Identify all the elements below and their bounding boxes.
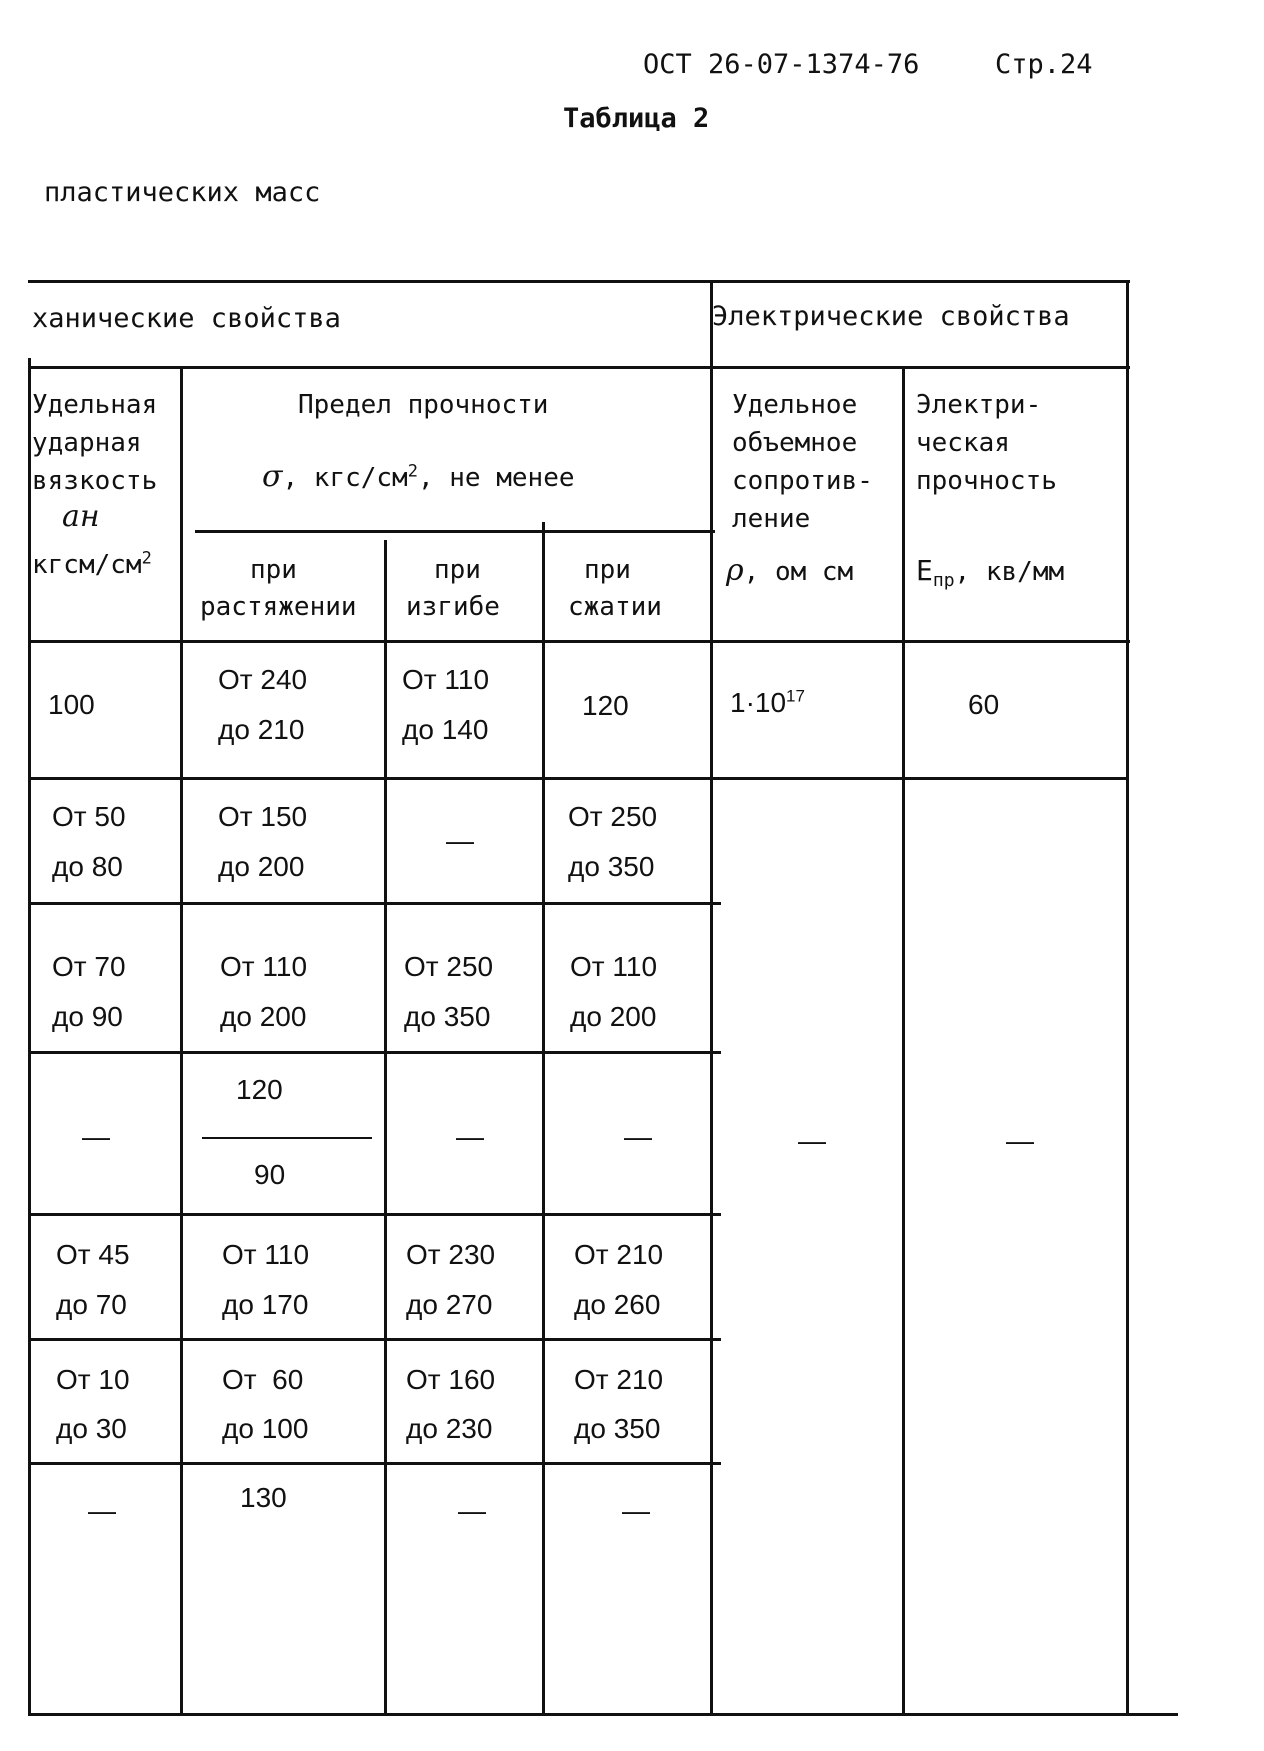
row5-compression-to: до 260 [574, 1289, 661, 1320]
row6-tension-from: От 60 [222, 1364, 304, 1395]
rho-symbol: ρ [726, 553, 744, 588]
row1-compression: 120 [582, 690, 629, 721]
row4-bending: — [456, 1121, 484, 1152]
impact-unit-exponent: 2 [141, 548, 152, 569]
row3-impact-from: От 70 [52, 951, 126, 982]
row-divider-3 [28, 1051, 721, 1054]
row2-tension-to: до 200 [218, 851, 305, 882]
tension-header-line1: при [250, 555, 297, 585]
impact-unit-text: кгсм/см [32, 550, 142, 580]
row2-bending: — [446, 825, 474, 856]
row1-resistivity-base: 1·10 [730, 687, 787, 718]
row2-compression-from: От 250 [568, 801, 658, 832]
strength-header-title: Предел прочности [298, 390, 549, 420]
header-bottom-border [28, 640, 1130, 643]
row7-compression: — [622, 1495, 650, 1526]
row3-impact-to: до 90 [52, 1001, 123, 1032]
row-divider-2 [28, 902, 721, 905]
row1-tension-from: От 240 [218, 664, 308, 695]
row3-tension-from: От 110 [220, 951, 308, 982]
row1-dielectric: 60 [968, 689, 1000, 720]
row4-dielectric: — [1006, 1125, 1034, 1156]
row6-compression-from: От 210 [574, 1364, 664, 1395]
row5-bending-to: до 270 [406, 1289, 493, 1320]
row2-compression-to: до 350 [568, 851, 655, 882]
strength-header-unit [262, 459, 575, 494]
document-code: ОСТ 26-07-1374-76 [643, 49, 920, 80]
row5-bending-from: От 230 [406, 1239, 496, 1270]
impact-symbol: aн [62, 499, 100, 534]
row4-tension-denominator: 90 [254, 1159, 286, 1190]
resistivity-column-border [902, 366, 905, 1716]
bending-column-border [542, 522, 545, 1716]
impact-header-line2: ударная [32, 428, 142, 458]
dielectric-subscript: пр [932, 570, 955, 592]
dielectric-header-line2: ческая [916, 428, 1010, 458]
row4-impact: — [82, 1121, 110, 1152]
row5-impact-to: до 70 [56, 1289, 127, 1320]
resistivity-header-line3: сопротив- [732, 466, 873, 496]
group-header-divider [28, 366, 1130, 369]
row7-bending: — [458, 1495, 486, 1526]
dielectric-header-unit [916, 554, 1065, 592]
row3-bending-from: От 250 [404, 951, 494, 982]
dielectric-header-line3: прочность [916, 466, 1057, 496]
row6-bending-to: до 230 [406, 1413, 493, 1444]
table-caption: пластических масс [44, 177, 321, 208]
row4-compression: — [624, 1121, 652, 1152]
tension-header-line2: растяжении [200, 592, 357, 622]
table-right-border [1126, 282, 1129, 1716]
impact-column-border [180, 366, 183, 1716]
table-left-border [28, 358, 31, 1716]
mechanical-group-header: ханические свойства [32, 303, 341, 334]
compression-header-line2: сжатии [568, 592, 662, 622]
table-bottom-border [28, 1713, 1178, 1716]
row2-impact-from: От 50 [52, 801, 126, 832]
tension-column-border [384, 540, 387, 1716]
row7-tension: 130 [240, 1482, 287, 1513]
strength-unit-text: , кгс/см [282, 463, 408, 493]
row3-compression-from: От 110 [570, 951, 658, 982]
page-number: Стр.24 [995, 49, 1093, 80]
row1-bending-to: до 140 [402, 714, 489, 745]
impact-header-line3: вязкость [32, 466, 158, 496]
row1-resistivity-exponent: 17 [786, 686, 805, 706]
row4-resistivity: — [798, 1125, 826, 1156]
strength-unit-tail: , не менее [417, 463, 575, 493]
bending-header-line2: изгибе [406, 592, 500, 622]
row-divider-6 [28, 1462, 721, 1465]
dielectric-symbol: E [916, 554, 933, 587]
row6-tension-to: до 100 [222, 1413, 309, 1444]
row1-tension-to: до 210 [218, 714, 305, 745]
resistivity-header-line2: объемное [732, 428, 858, 458]
row1-impact: 100 [48, 689, 95, 720]
row-divider-4 [28, 1213, 721, 1216]
row3-tension-to: до 200 [220, 1001, 307, 1032]
row5-tension-from: От 110 [222, 1239, 310, 1270]
row3-bending-to: до 350 [404, 1001, 491, 1032]
dielectric-unit-text: , кв/мм [954, 557, 1065, 587]
row4-tension-fraction-bar [202, 1137, 372, 1139]
bending-header-line1: при [434, 555, 481, 585]
table-top-border [28, 280, 1130, 283]
strength-unit-exponent: 2 [407, 461, 418, 482]
row2-tension-from: От 150 [218, 801, 308, 832]
mechanical-electrical-border [710, 282, 713, 1716]
row6-bending-from: От 160 [406, 1364, 496, 1395]
resistivity-header-unit [726, 553, 854, 588]
dielectric-header-line1: Электри- [916, 390, 1042, 420]
impact-header-line1: Удельная [32, 390, 158, 420]
strength-subheader-divider [195, 530, 715, 533]
row2-impact-to: до 80 [52, 851, 123, 882]
resistivity-unit-text: , ом см [743, 557, 854, 587]
sigma-symbol: σ [262, 459, 283, 494]
row6-compression-to: до 350 [574, 1413, 661, 1444]
row6-impact-from: От 10 [56, 1364, 130, 1395]
row3-compression-to: до 200 [570, 1001, 657, 1032]
row6-impact-to: до 30 [56, 1413, 127, 1444]
impact-unit [32, 550, 152, 580]
row1-resistivity [730, 688, 805, 718]
table-title: Таблица 2 [563, 103, 710, 134]
electrical-group-header: Электрические свойства [712, 301, 1070, 332]
row5-compression-from: От 210 [574, 1239, 664, 1270]
row-divider-1 [28, 777, 1128, 780]
row7-impact: — [88, 1495, 116, 1526]
row4-tension-numerator: 120 [236, 1074, 283, 1105]
row5-impact-from: От 45 [56, 1239, 130, 1270]
row-divider-5 [28, 1338, 721, 1341]
resistivity-header-line4: ление [732, 504, 811, 534]
row5-tension-to: до 170 [222, 1289, 309, 1320]
compression-header-line1: при [584, 555, 631, 585]
resistivity-header-line1: Удельное [732, 390, 858, 420]
row1-bending-from: От 110 [402, 664, 490, 695]
